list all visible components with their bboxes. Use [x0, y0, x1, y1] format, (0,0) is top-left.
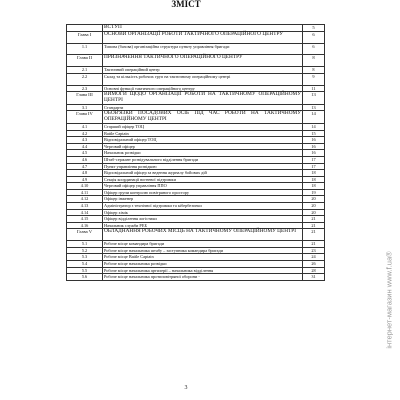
page-title: ЗМІСТ — [171, 0, 201, 9]
toc-row — [67, 73, 325, 85]
toc-entry-text: Робоче місце начальника штабу – заступника командира бригади — [103, 247, 303, 254]
toc-number: 4.6 — [67, 156, 103, 163]
toc-row — [67, 196, 325, 203]
toc-entry-text: Склад та кількість робочих груп на тактичному операційному центрі — [103, 73, 303, 85]
toc-number: 4.7 — [67, 163, 103, 170]
toc-chapter-row — [67, 229, 325, 241]
toc-number: 4.10 — [67, 183, 103, 190]
toc-page-number: 8 — [303, 67, 325, 74]
toc-entry-text: Начальник служби РЕБ — [103, 222, 303, 229]
toc-entry-text: Відповідальний офіцер ТОЦ — [103, 137, 303, 144]
toc-number: 4.16 — [67, 222, 103, 229]
toc-entry-text: Робоче місце начальника артилерії – начальника відділення — [103, 267, 303, 274]
toc-entry-text: Секція координації вогневої підтримки — [103, 176, 303, 183]
toc-page-number: 23 — [303, 247, 325, 254]
toc-row — [67, 247, 325, 254]
toc-page-number: 21 — [303, 222, 325, 229]
toc-entry-text: Типова (базова) організаційна структура пункту управління бригади — [103, 43, 303, 55]
toc-number: 4.13 — [67, 203, 103, 210]
toc-table — [66, 24, 325, 281]
toc-number: 1.1 — [67, 43, 103, 55]
toc-row — [67, 156, 325, 163]
toc-entry-text: Офіцер відділення логістики — [103, 216, 303, 223]
toc-page-number: 18 — [303, 183, 325, 190]
toc-page-number: 6 — [303, 31, 325, 43]
toc-entry-text: Черговий офіцер управління ППО — [103, 183, 303, 190]
toc-page-number: 18 — [303, 176, 325, 183]
toc-number: 4.14 — [67, 209, 103, 216]
toc-number: 4.4 — [67, 143, 103, 150]
toc-number — [67, 25, 103, 32]
toc-row — [67, 203, 325, 210]
toc-chapter-row — [67, 31, 325, 43]
toc-row — [67, 123, 325, 130]
toc-entry-text: ОСНОВИ ОРГАНІЗАЦІЇ РОБОТИ ТАКТИЧНОГО ОПЕРАЦІЙНОГО ЦЕНТРУ — [103, 31, 303, 43]
toc-number: 5.5 — [67, 267, 103, 274]
toc-number: 5.2 — [67, 247, 103, 254]
toc-page-number: 13 — [303, 104, 325, 111]
toc-page-number: 18 — [303, 170, 325, 177]
toc-page-number: 24 — [303, 254, 325, 261]
toc-page-number: 26 — [303, 261, 325, 268]
toc-row — [67, 189, 325, 196]
toc-page-number: 9 — [303, 73, 325, 85]
toc-number: 5.4 — [67, 261, 103, 268]
toc-row — [67, 163, 325, 170]
watermark: інтернет-магазин www.f.ua® — [384, 251, 394, 349]
toc-page-number: 28 — [303, 267, 325, 274]
toc-entry-text: Стандарти — [103, 104, 303, 111]
toc-entry-text: Начальник розвідки — [103, 150, 303, 157]
toc-row — [67, 261, 325, 268]
toc-entry-text: Пункт управління розвідкою — [103, 163, 303, 170]
toc-entry-text: Тактичний операційний центр — [103, 67, 303, 74]
toc-row — [67, 254, 325, 261]
toc-number: 4.9 — [67, 176, 103, 183]
toc-number: Глава ІІ — [67, 55, 103, 67]
toc-page-number: 8 — [303, 55, 325, 67]
toc-row — [67, 143, 325, 150]
toc-page-number: 20 — [303, 196, 325, 203]
toc-page-number: 17 — [303, 156, 325, 163]
toc-row — [67, 183, 325, 190]
toc-page-number: 17 — [303, 163, 325, 170]
toc-page-number: 21 — [303, 229, 325, 241]
toc-page-number: 14 — [303, 123, 325, 130]
toc-number: 2.3 — [67, 85, 103, 92]
toc-number: 2.2 — [67, 73, 103, 85]
toc-number: 3.1 — [67, 104, 103, 111]
toc-entry-text: ВСТУП — [103, 25, 303, 32]
toc-row — [67, 137, 325, 144]
toc-entry-text: Старший офіцер ТОЦ — [103, 123, 303, 130]
toc-entry-text: Battle Captain — [103, 130, 303, 137]
toc-page-number: 6 — [303, 43, 325, 55]
toc-entry-text: Відповідальний офіцер за ведення журналу бойових дій — [103, 170, 303, 177]
toc-entry-text: Робоче місце командира бригади — [103, 241, 303, 248]
toc-row — [67, 150, 325, 157]
toc-entry-text: Офіцер інженер — [103, 196, 303, 203]
toc-number: 4.12 — [67, 196, 103, 203]
toc-page-number: 21 — [303, 216, 325, 223]
toc-entry-text: ОБЛАДНАННЯ РОБОЧИХ МІСЦЬ НА ТАКТИЧНОМУ ОПЕРАЦІЙНОМУ ЦЕНТРІ — [103, 229, 303, 241]
toc-page-number: 31 — [303, 274, 325, 281]
toc-row — [67, 241, 325, 248]
toc-body — [67, 25, 325, 281]
toc-entry-text: ОБОВ'ЯЗКИ ПОСАДОВИХ ОСІБ ПІД ЧАС РОБОТИ НА ТАКТИЧНОМУ ОПЕРАЦІЙНОМУ ЦЕНТРІ — [104, 110, 301, 123]
toc-number: 5.3 — [67, 254, 103, 261]
toc-number: Глава І — [67, 31, 103, 43]
page-number: 3 — [184, 385, 188, 391]
toc-number: 4.5 — [67, 150, 103, 157]
toc-number: 4.8 — [67, 170, 103, 177]
toc-row — [67, 274, 325, 281]
toc-number: 4.1 — [67, 123, 103, 130]
toc-page-number: 19 — [303, 189, 325, 196]
toc-entry-text: Робоче місце Battle Captain — [103, 254, 303, 261]
toc-page-number: 5 — [303, 25, 325, 32]
toc-entry-text: Черговий офіцер — [103, 143, 303, 150]
toc-entry-text: Робоче місце начальника протиповітряної оборони - — [103, 274, 303, 281]
toc-page-number: 13 — [303, 92, 325, 105]
toc-entry-text: Адміністратор з технічної підтримки та кібербезпеки — [103, 203, 303, 210]
toc-entry-text: ВИМОГИ ЩОДО ОРГАНІЗАЦІЇ РОБОТИ НА ТАКТИЧНОМУ ОПЕРАЦІЙНОМУ ЦЕНТРІ — [104, 91, 301, 103]
toc-number: 4.3 — [67, 137, 103, 144]
toc-page-number: 15 — [303, 130, 325, 137]
toc-number: 4.15 — [67, 216, 103, 223]
toc-row — [67, 209, 325, 216]
toc-page-number: 11 — [303, 85, 325, 92]
toc-number: 5.1 — [67, 241, 103, 248]
toc-chapter-row — [67, 92, 325, 105]
toc-page-number: 16 — [303, 143, 325, 150]
toc-page-number: 21 — [303, 241, 325, 248]
toc-number: Глава V — [67, 229, 103, 241]
toc-row — [67, 176, 325, 183]
toc-entry-text: Офіцер групи контролю повітряного простору — [103, 189, 303, 196]
toc-row — [67, 216, 325, 223]
toc-entry-text: Робоче місце начальника розвідки — [103, 261, 303, 268]
toc-row — [67, 67, 325, 74]
toc-entry-text: ПРИЗНАЧЕННЯ ТАКТИЧНОГО ОПЕРАЦІЙНОГО ЦЕНТРУ — [103, 55, 303, 67]
toc-number: 2.1 — [67, 67, 103, 74]
toc-number: Глава ІІІ — [67, 92, 103, 105]
toc-row — [67, 170, 325, 177]
toc-chapter-row — [67, 55, 325, 67]
toc-entry-text: Основні функції тактичного операційного центру — [103, 85, 303, 92]
toc-page-number: 16 — [303, 137, 325, 144]
toc-entry-text: Офіцер хімік — [103, 209, 303, 216]
toc-page-number: 14 — [303, 111, 325, 124]
toc-number: 5.6 — [67, 274, 103, 281]
toc-number: 4.11 — [67, 189, 103, 196]
toc-chapter-row — [67, 111, 325, 124]
toc-row — [67, 130, 325, 137]
toc-page-number: 20 — [303, 209, 325, 216]
toc-entry-text: Штаб-сержант розвідувального відділення бригади — [103, 156, 303, 163]
toc-number: Глава IV — [67, 111, 103, 124]
toc-page-number: 16 — [303, 150, 325, 157]
toc-number: 4.2 — [67, 130, 103, 137]
toc-row — [67, 267, 325, 274]
toc-page-number: 20 — [303, 203, 325, 210]
